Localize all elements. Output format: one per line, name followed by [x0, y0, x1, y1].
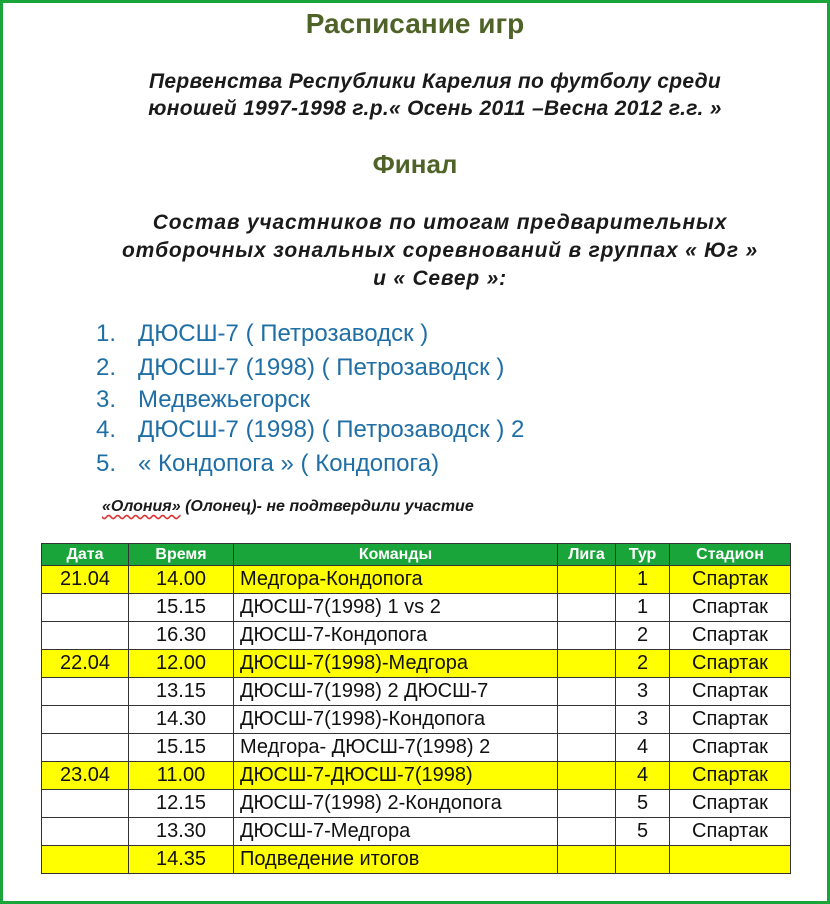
column-header-stadium: Стадион — [670, 544, 791, 566]
page-title: Расписание игр — [305, 8, 525, 39]
team-number: 4. — [96, 416, 117, 443]
cell-time: 16.30 — [129, 622, 234, 650]
subtitle-line-1: Первенства Республики Карелия по футболу среди — [149, 70, 721, 93]
column-header-league: Лига — [558, 544, 616, 566]
stage-title: Финал — [372, 149, 458, 179]
cell-teams: ДЮСШ-7(1998) 1 vs 2 — [234, 594, 558, 622]
participation-note — [102, 498, 474, 516]
cell-stadium: Спартак — [670, 566, 791, 594]
cell-date — [42, 790, 129, 818]
cell-time: 12.00 — [129, 650, 234, 678]
cell-date — [42, 678, 129, 706]
cell-league — [558, 734, 616, 762]
cell-teams: ДЮСШ-7-ДЮСШ-7(1998) — [234, 762, 558, 790]
cell-teams: ДЮСШ-7-Кондопога — [234, 622, 558, 650]
cell-teams: ДЮСШ-7(1998) 2-Кондопога — [234, 790, 558, 818]
cell-round: 4 — [616, 762, 670, 790]
cell-date — [42, 706, 129, 734]
cell-league — [558, 678, 616, 706]
cell-date — [42, 622, 129, 650]
cell-stadium: Спартак — [670, 762, 791, 790]
composition-line-2: отборочных зональных соревнований в группах « Юг » — [122, 239, 758, 262]
cell-round — [616, 846, 670, 874]
cell-round: 2 — [616, 650, 670, 678]
cell-date — [42, 818, 129, 846]
note-club-name: «Олония» — [102, 498, 181, 515]
cell-round: 3 — [616, 678, 670, 706]
cell-round: 3 — [616, 706, 670, 734]
composition-heading — [80, 209, 800, 293]
cell-time: 15.15 — [129, 734, 234, 762]
team-number: 2. — [96, 354, 117, 381]
table-row — [42, 846, 791, 874]
cell-time: 15.15 — [129, 594, 234, 622]
column-header-round: Тур — [616, 544, 670, 566]
team-name: ДЮСШ-7 (1998) ( Петрозаводск ) 2 — [138, 416, 525, 443]
team-list-item — [96, 320, 428, 348]
cell-stadium: Спартак — [670, 650, 791, 678]
cell-teams: ДЮСШ-7(1998) 2 ДЮСШ-7 — [234, 678, 558, 706]
cell-time: 14.35 — [129, 846, 234, 874]
table-row — [42, 566, 791, 594]
cell-time: 14.00 — [129, 566, 234, 594]
team-list-item — [96, 386, 310, 414]
cell-teams: Подведение итогов — [234, 846, 558, 874]
cell-teams: ДЮСШ-7(1998)-Кондопога — [234, 706, 558, 734]
cell-stadium: Спартак — [670, 594, 791, 622]
team-number: 3. — [96, 386, 117, 413]
table-row — [42, 678, 791, 706]
cell-time: 13.15 — [129, 678, 234, 706]
cell-league — [558, 650, 616, 678]
team-name: ДЮСШ-7 ( Петрозаводск ) — [138, 320, 429, 347]
cell-stadium — [670, 846, 791, 874]
team-name: « Кондопога » ( Кондопога) — [138, 450, 440, 477]
cell-stadium: Спартак — [670, 818, 791, 846]
column-header-date: Дата — [42, 544, 129, 566]
cell-date: 23.04 — [42, 762, 129, 790]
note-text: (Олонец)- не подтвердили участие — [180, 498, 474, 515]
team-number: 5. — [96, 450, 117, 477]
cell-stadium: Спартак — [670, 622, 791, 650]
cell-time: 12.15 — [129, 790, 234, 818]
cell-league — [558, 846, 616, 874]
table-row — [42, 790, 791, 818]
cell-date: 22.04 — [42, 650, 129, 678]
cell-time: 14.30 — [129, 706, 234, 734]
schedule-body — [42, 566, 791, 874]
cell-teams: ДЮСШ-7(1998)-Медгора — [234, 650, 558, 678]
team-list-item — [96, 416, 524, 444]
cell-time: 11.00 — [129, 762, 234, 790]
team-name: Медвежьегорск — [138, 386, 310, 413]
table-row — [42, 706, 791, 734]
cell-round: 2 — [616, 622, 670, 650]
cell-date — [42, 846, 129, 874]
composition-line-3: и « Север »: — [373, 267, 507, 290]
table-row — [42, 594, 791, 622]
cell-league — [558, 762, 616, 790]
table-row — [42, 622, 791, 650]
cell-league — [558, 818, 616, 846]
cell-teams: ДЮСШ-7-Медгора — [234, 818, 558, 846]
cell-stadium: Спартак — [670, 734, 791, 762]
table-row — [42, 734, 791, 762]
subtitle-line-2: юношей 1997-1998 г.р.« Осень 2011 –Весна 2012 г.г. » — [148, 97, 722, 120]
championship-subtitle — [0, 68, 830, 122]
cell-league — [558, 706, 616, 734]
cell-league — [558, 566, 616, 594]
cell-round: 5 — [616, 790, 670, 818]
cell-time: 13.30 — [129, 818, 234, 846]
cell-league — [558, 622, 616, 650]
table-header-row — [42, 544, 791, 566]
table-row — [42, 650, 791, 678]
cell-stadium: Спартак — [670, 790, 791, 818]
column-header-time: Время — [129, 544, 234, 566]
table-row — [42, 818, 791, 846]
cell-league — [558, 790, 616, 818]
cell-date: 21.04 — [42, 566, 129, 594]
cell-teams: Медгора- ДЮСШ-7(1998) 2 — [234, 734, 558, 762]
cell-league — [558, 594, 616, 622]
cell-teams: Медгора-Кондопога — [234, 566, 558, 594]
table-row — [42, 762, 791, 790]
team-name: ДЮСШ-7 (1998) ( Петрозаводск ) — [138, 354, 505, 381]
composition-line-1: Состав участников по итогам предварительных — [152, 211, 728, 234]
column-header-teams: Команды — [234, 544, 558, 566]
cell-round: 1 — [616, 594, 670, 622]
cell-round: 1 — [616, 566, 670, 594]
cell-round: 5 — [616, 818, 670, 846]
team-number: 1. — [96, 320, 117, 347]
team-list-item — [96, 450, 439, 478]
team-list-item — [96, 354, 504, 382]
cell-date — [42, 734, 129, 762]
schedule-table — [41, 543, 791, 874]
cell-stadium: Спартак — [670, 678, 791, 706]
cell-round: 4 — [616, 734, 670, 762]
cell-date — [42, 594, 129, 622]
cell-stadium: Спартак — [670, 706, 791, 734]
